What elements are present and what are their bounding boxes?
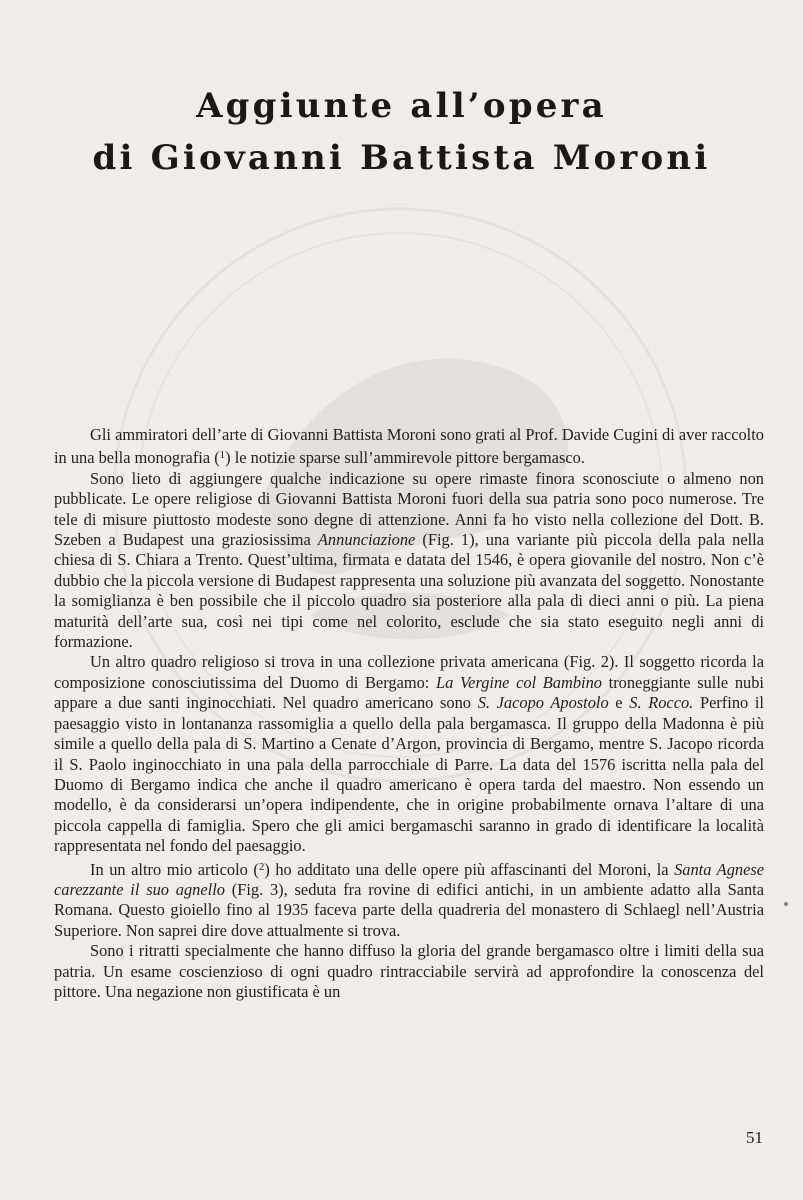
page-number: 51 bbox=[746, 1128, 763, 1147]
paragraph-text: (Fig. 3), seduta fra rovine di edifici antichi, in un ambiente adatto alla Santa Romana. Questo gioiello fino al 1935 faceva parte della quadreria del monastero di Schlaegl nell’Austria Superiore. Non saprei dire dove attualmente si trova. bbox=[54, 879, 764, 940]
margin-dot bbox=[784, 902, 788, 906]
italic-title: S. Jacopo Apostolo bbox=[477, 693, 609, 713]
paragraph-text: troneggiante sulle nubi appare a due santi inginocchiati. Nel quadro americano sono bbox=[54, 672, 764, 713]
paragraph-text: Un altro quadro religioso si trova in una collezione privata americana (Fig. 2). Il soggetto ricorda la composizione conosciutissima del Duomo di Bergamo: bbox=[54, 652, 764, 692]
paragraph-text: Sono lieto di aggiungere qualche indicazione su opere rimaste finora sconosciute o almeno non pubblicate. Le opere religiose di Giovanni Battista Moroni fuori della sua patria sono poco numerose. Tre tele di misure piuttosto modeste sono degne di attenzione. Anni fa ho visto nella collezione del Dott. B. Szeben a Budapest una graziosissima bbox=[54, 468, 764, 550]
paragraph-2 bbox=[54, 469, 764, 653]
article-title-line-1: Aggiunte all’opera bbox=[196, 85, 607, 126]
paragraph-text: ) le notizie sparse sull’ammirevole pittore bergamasco. bbox=[225, 448, 585, 468]
paragraph-text: (Fig. 1), una variante più piccola della pala nella chiesa di S. Chiara a Trento. Quest’ultima, firmata e datata del 1546, è opera giovanile del nostro. Non c’è dubbio che la piccola versione di Budapest rappresenta una soluzione più avanzata del soggetto. Nonostante la somiglianza è ben possibile che il piccolo quadro sia posteriore alla pala di dieci anni o più. La piena maturità dell’arte sua, così nei tipi come nel colorito, esclude che sia stato eseguito negli anni di formazione. bbox=[54, 530, 764, 652]
article-title-line-2: di Giovanni Battista Moroni bbox=[92, 137, 711, 178]
paragraph-text: Perfino il paesaggio visto in lontananza rassomiglia a quello della pala bergamasca. Il gruppo della Madonna è più simile a quello della pala di S. Martino a Cenate d’Argon, provincia di Bergamo, mentre S. Jacopo ricorda il S. Paolo inginocchiato in una pala della parrocchiale di Parre. La data del 1576 iscritta nella pala del Duomo di Bergamo indica che anche il quadro americano è opera tarda del maestro. Non essendo un modello, è da considerarsi un’opera indipendente, che in origine probabilmente ornava l’altare di una piccola cappella di famiglia. Spero che gli amici bergamaschi saranno in grado di identificare la località rappresentata nel fondo del paesaggio. bbox=[54, 693, 764, 856]
italic-title: Annunciazione bbox=[317, 530, 416, 550]
article-body bbox=[54, 425, 764, 1002]
paragraph-text: Gli ammiratori dell’arte di Giovanni Battista Moroni sono grati al Prof. Davide Cugini di aver raccolto in una bella monografia ( bbox=[54, 425, 764, 468]
footnote-reference[interactable]: 2 bbox=[258, 860, 265, 873]
paragraph-text: In un altro mio articolo ( bbox=[90, 859, 259, 879]
paragraph-4 bbox=[54, 857, 764, 942]
paragraph-1 bbox=[54, 425, 764, 469]
italic-title: Santa Agnese carezzante il suo agnello bbox=[54, 859, 765, 899]
footnote-reference[interactable]: 1 bbox=[219, 449, 226, 462]
italic-title: S. Rocco. bbox=[629, 693, 694, 713]
paragraph-5 bbox=[54, 941, 764, 1002]
paragraph-text: ) ho additato una delle opere più affascinanti del Moroni, la bbox=[264, 859, 675, 879]
paragraph-text: Sono i ritratti specialmente che hanno diffuso la gloria del grande bergamasco oltre i limiti della sua patria. Un esame coscienzioso di ogni quadro rintracciabile servirà ad approfondire la conoscenza del pittore. Una negazione non giustificata è un bbox=[54, 941, 764, 1001]
paragraph-3 bbox=[54, 652, 764, 856]
paragraph-text: e bbox=[608, 693, 630, 713]
italic-title: La Vergine col Bambino bbox=[436, 672, 602, 692]
